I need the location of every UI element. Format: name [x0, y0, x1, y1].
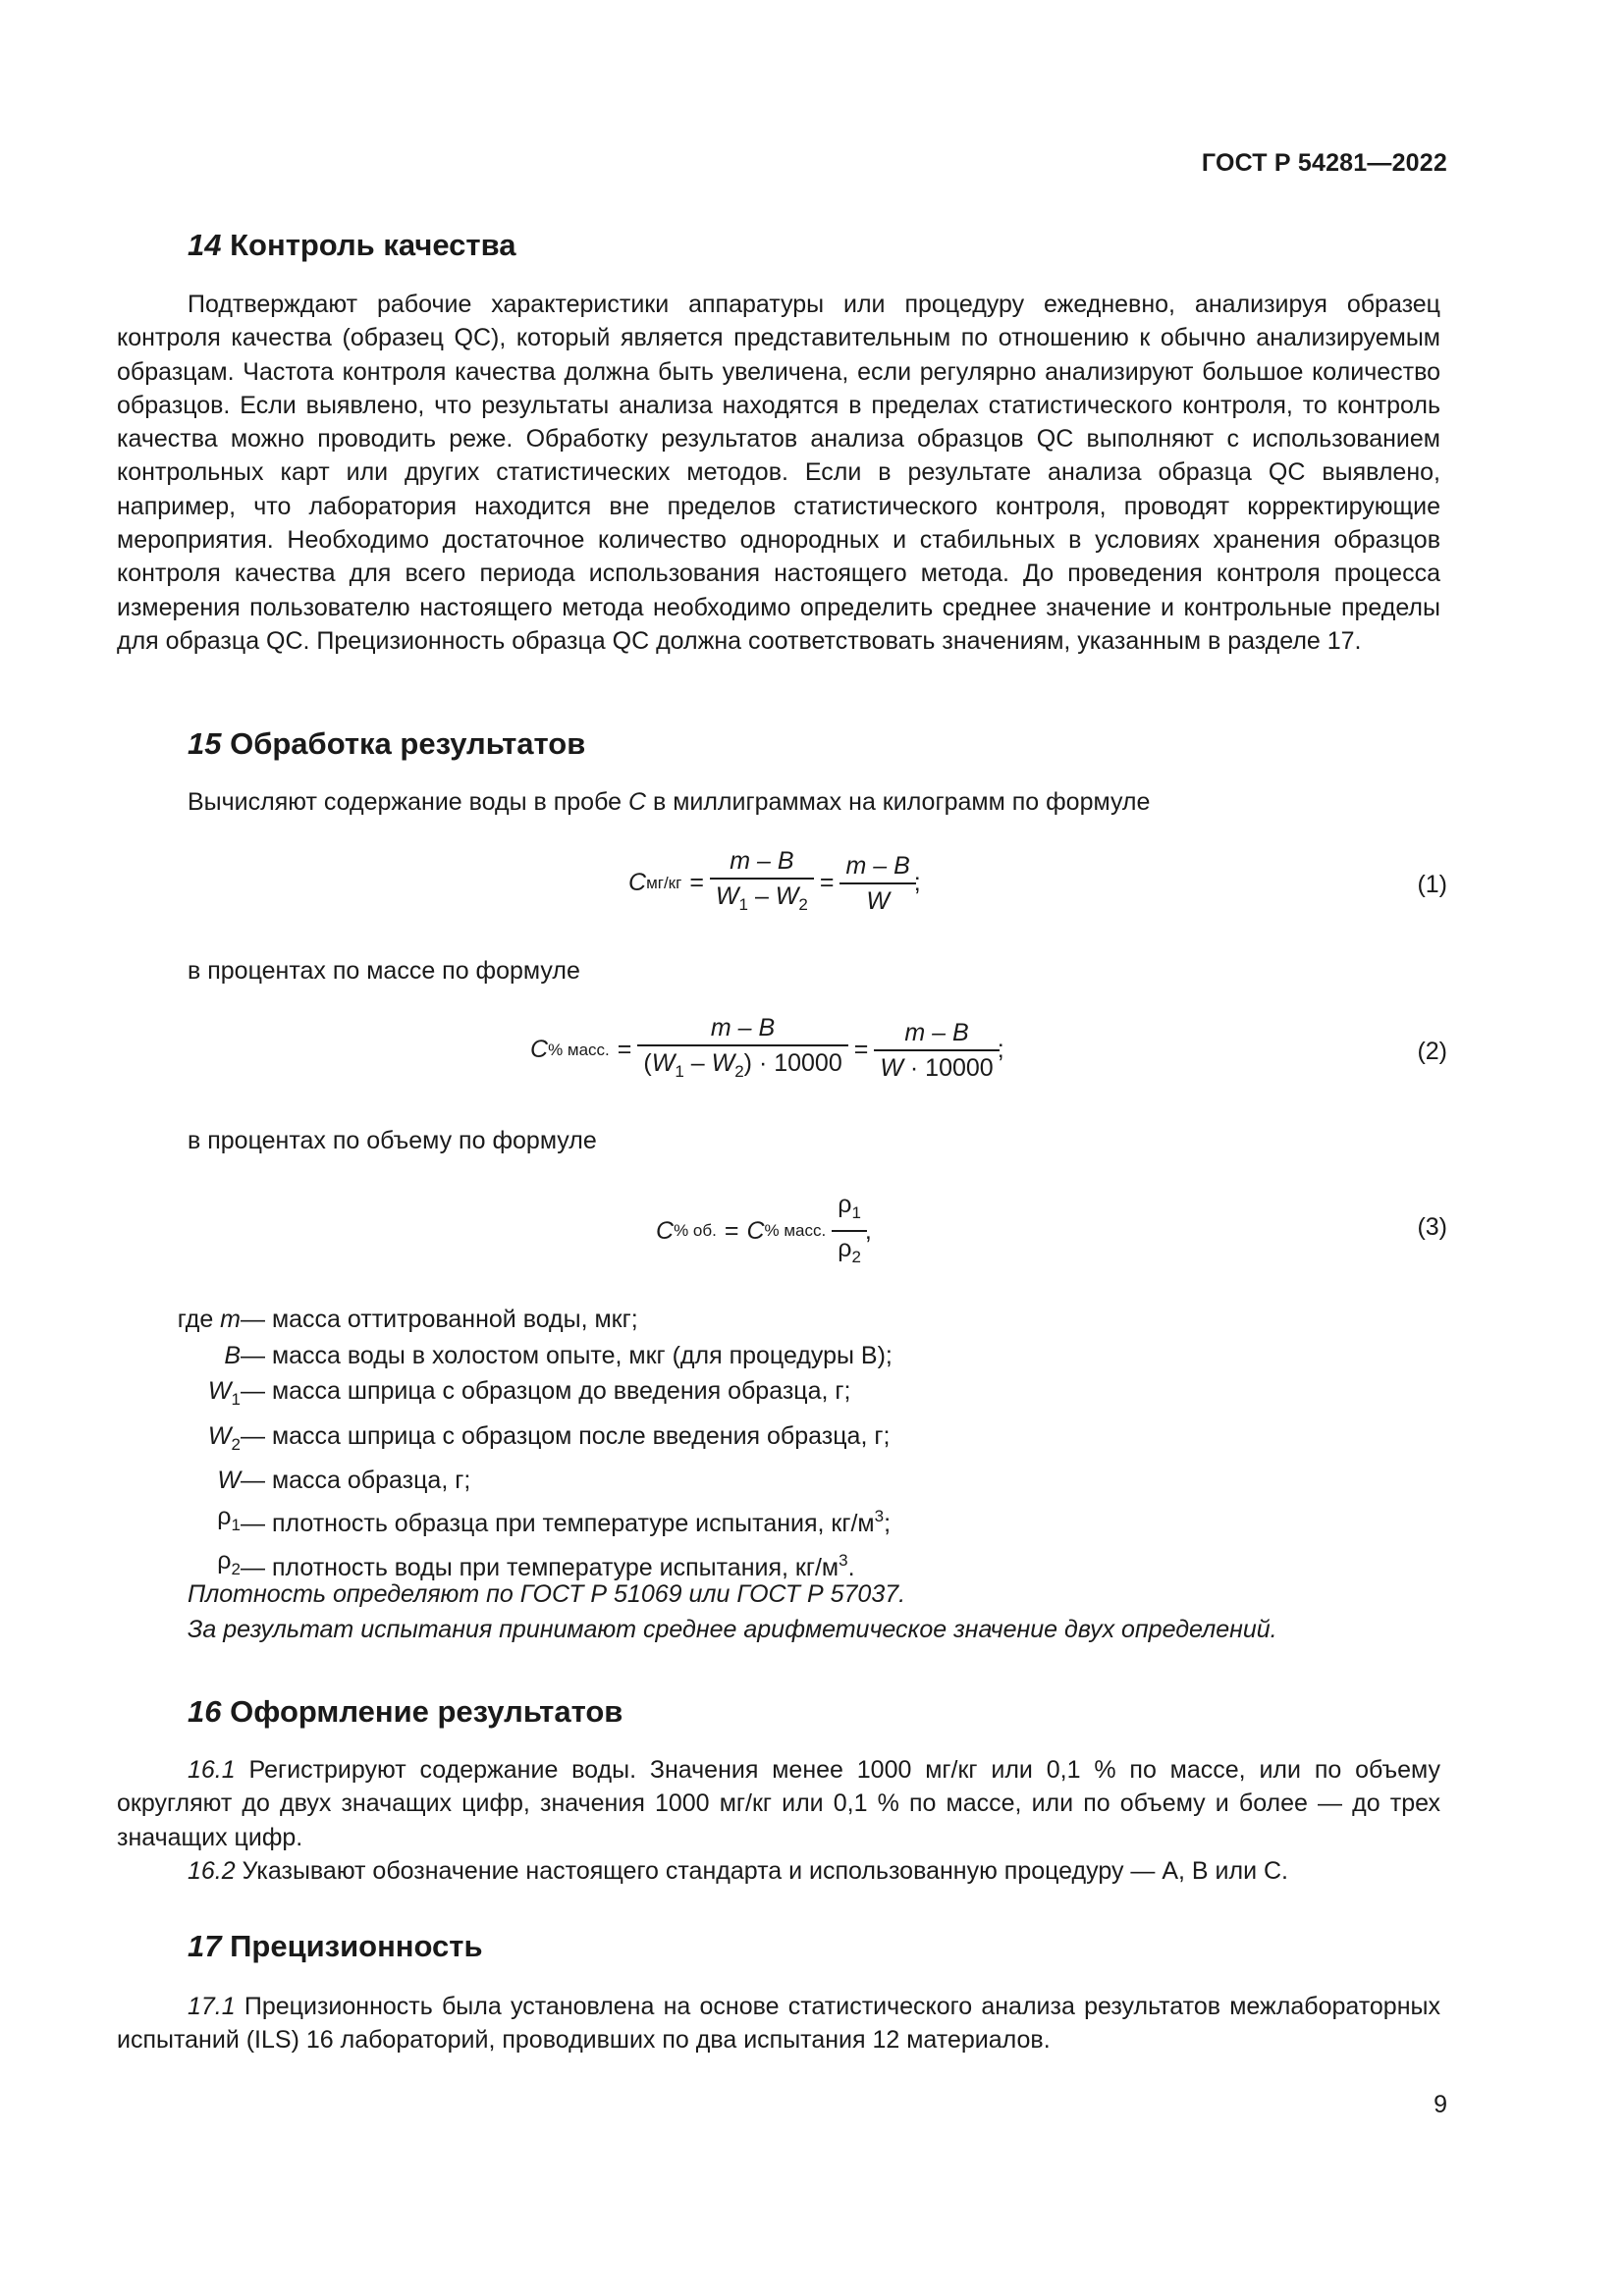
legend-symbol: $W_2$ [207, 1421, 241, 1454]
section-number: 17 [188, 1929, 222, 1963]
section-title: Обработка результатов [230, 726, 586, 761]
legend-row [117, 1338, 893, 1374]
note-density: Плотность определяют по ГОСТ Р 51069 или ГОСТ Р 57037. [188, 1580, 906, 1608]
section-16-body [117, 1753, 1440, 1888]
paragraph-17-1: 17.1 Прецизионность была установлена на основе статистического анализа результатов межлабораторных испытаний (ILS) 16 лабораторий, проводивших по два испытания 12 материалов. [117, 1993, 1440, 2055]
fraction: $\frac{m - B}{W \cdot 10000}$ [874, 1016, 999, 1085]
section-15-heading [188, 726, 585, 762]
formula-3: C % об. = C % масс. $\frac{\rho_1}{\rho_2}$ , [656, 1188, 872, 1274]
legend-symbol: $W_1$ [207, 1377, 241, 1409]
legend-row [117, 1418, 893, 1464]
legend-description: — масса воды в холостом опыте, мкг (для процедуры B); [241, 1341, 893, 1369]
legend-description: — масса шприца с образцом после введения образца, г; [241, 1421, 891, 1450]
formula-2: C % масс. = $\frac{m - B}{(W_1 - W_2) \cdot 10000}$ = $\frac{m - B}{W \cdot 10000}$ ; [530, 1011, 1004, 1089]
section-15-intro: Вычисляют содержание воды в пробе C в миллиграммах на килограмм по формуле [188, 788, 1151, 816]
equation-number: (1) [1417, 871, 1447, 898]
legend-row [117, 1499, 893, 1544]
legend-row [117, 1373, 893, 1418]
equation-number: (3) [1417, 1213, 1447, 1241]
legend-description: — масса шприца с образцом до введения образца, г; [241, 1377, 851, 1405]
section-14-heading [188, 228, 515, 263]
legend-symbol: W [217, 1467, 241, 1494]
section-number: 16 [188, 1694, 222, 1729]
document-code: ГОСТ Р 54281—2022 [1201, 149, 1447, 177]
formula-2-intro: в процентах по массе по формуле [188, 957, 580, 985]
fraction: $\frac{m - B}{W_1 - W_2}$ [710, 844, 814, 922]
fraction: $\frac{m - B}{W}$ [839, 849, 915, 918]
section-title: Прецизионность [230, 1929, 483, 1963]
legend-description: — плотность воды при температуре испытания, $кг/м^3$. [241, 1551, 855, 1581]
section-14-body [117, 288, 1440, 658]
legend-symbol: $\rho_1$ [217, 1502, 241, 1534]
legend-description: — масса оттитрованной воды, мкг; [241, 1306, 638, 1333]
section-title: Оформление результатов [230, 1694, 623, 1729]
symbol-legend [117, 1302, 893, 1588]
section-15-notes [188, 1576, 1277, 1647]
legend-row [117, 1463, 893, 1499]
section-17-heading [188, 1929, 483, 1964]
legend-description: — плотность образца при температуре испытания, $кг/м^3$; [241, 1506, 892, 1537]
section-number: 14 [188, 228, 222, 262]
page-number: 9 [1434, 2091, 1447, 2118]
section-number: 15 [188, 726, 222, 761]
formula-3-intro: в процентах по объему по формуле [188, 1127, 597, 1154]
formula-1: C мг/кг = $\frac{m - B}{W_1 - W_2}$ = $\frac{m - B}{W}$ ; [628, 844, 921, 922]
fraction: $\frac{m - B}{(W_1 - W_2) \cdot 10000}$ [637, 1011, 847, 1089]
legend-symbol: B [224, 1341, 241, 1369]
legend-symbol: $\rho_2$ [217, 1547, 241, 1578]
paragraph-16-1: 16.1 Регистрируют содержание воды. Значения менее 1000 мг/кг или 0,1 % по массе, или по объему округляют до двух значащих цифр, значения 1000 мг/кг или 0,1 % по массе, или по объему и более — до трех значащих цифр. [117, 1756, 1440, 1851]
fraction: $\frac{\rho_1}{\rho_2}$ [832, 1188, 867, 1274]
section-16-heading [188, 1694, 623, 1730]
legend-description: — масса образца, г; [241, 1467, 471, 1494]
section-title: Контроль качества [230, 228, 516, 262]
section-17-body [117, 1990, 1440, 2057]
equation-number: (2) [1417, 1038, 1447, 1065]
legend-symbol: где m [177, 1306, 241, 1333]
paragraph-16-2: 16.2 Указывают обозначение настоящего стандарта и использованную процедуру — A, B или C. [188, 1856, 1288, 1885]
note-result: За результат испытания принимают среднее арифметическое значение двух определений. [188, 1616, 1277, 1643]
legend-row [117, 1302, 893, 1338]
paragraph: Подтверждают рабочие характеристики аппаратуры или процедуру ежедневно, анализируя образец контроля качества (образец QC), который является представительным по отношению к обычно анализируемым образцам. Частота контроля качества должна быть увеличена, если регулярно анализируют большое количество образцов. Если выявлено, что результаты анализа находятся в пределах статистического контроля, то контроль качества можно проводить реже. Обработку результатов анализа образцов QC выполняют с использованием контрольных карт или других статистических методов. Если в результате анализа образца QC выявлено, например, что лаборатория находится вне пределов статистического контроля, проводят корректирующие мероприятия. Необходимо достаточное количество однородных и стабильных в условиях хранения образцов контроля качества для всего периода использования настоящего метода. До проведения контроля процесса измерения пользователю настоящего метода необходимо определить среднее значение и контрольные пределы для образца QC. Прецизионность образца QC должна соответствовать значениям, указанным в разделе 17. [117, 291, 1440, 655]
variable-c: C [627, 788, 647, 816]
